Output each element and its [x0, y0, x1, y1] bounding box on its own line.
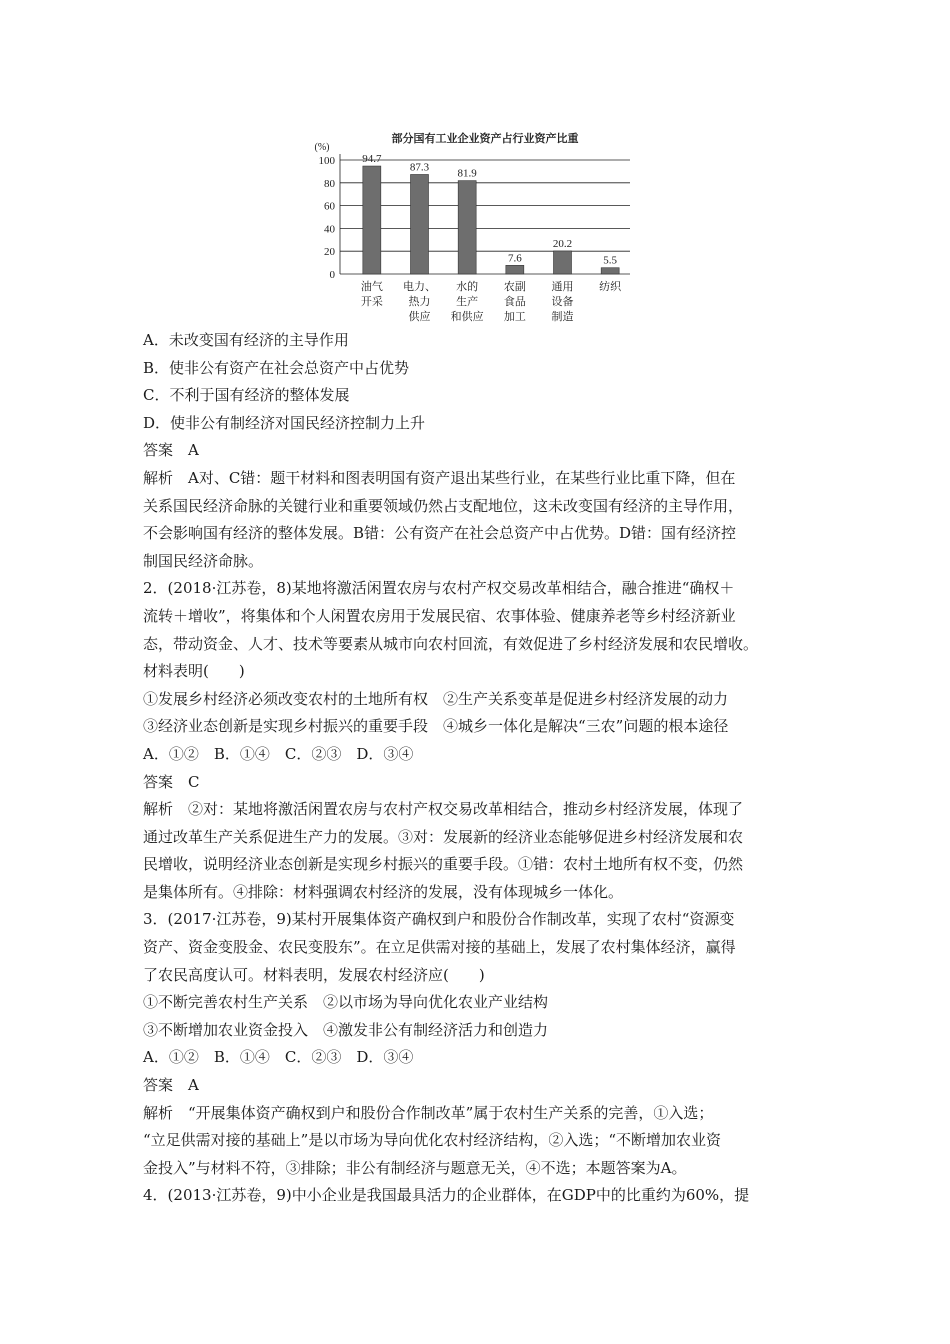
- category-label: 通用: [551, 281, 574, 293]
- question-text: [143, 327, 823, 1210]
- text-line: “立足供需对接的基础上”是以市场为导向优化农村经济结构，②入选；“不断增加农业资: [143, 1131, 722, 1150]
- category-label: 供应: [408, 311, 431, 323]
- text-line: 通过改革生产关系促进生产力的发展。③对：发展新的经济业态能够促进乡村经济发展和农: [143, 827, 744, 846]
- y-tick-label: 0: [329, 269, 335, 281]
- text-line: B．使非公有资产在社会总资产中占优势: [143, 358, 410, 377]
- bar-chart: [300, 128, 640, 328]
- text-line: A．①② B．①④ C．②③ D．③④: [143, 1048, 414, 1067]
- text-line: A．①② B．①④ C．②③ D．③④: [143, 744, 414, 763]
- category-label: 纺织: [599, 281, 622, 293]
- category-label: 水的: [456, 281, 479, 293]
- y-axis-label: (%): [314, 142, 330, 153]
- text-line: C．不利于国有经济的整体发展: [143, 386, 350, 405]
- text-line: 解析 “开展集体资产确权到户和股份合作制改革”属于农村生产关系的完善，①入选；: [143, 1103, 714, 1122]
- text-line: 答案 C: [143, 772, 200, 791]
- y-tick-label: 20: [324, 246, 335, 259]
- bar-value-label: 94.7: [362, 153, 382, 166]
- y-tick-label: 100: [318, 155, 335, 167]
- text-line: 态，带动资金、人才、技术等要素从城市向农村回流，有效促进了乡村经济发展和农民增收。: [143, 634, 759, 653]
- bar-value-label: 7.6: [507, 252, 522, 265]
- category-label: 农副: [503, 281, 526, 293]
- bar-value-label: 5.5: [603, 254, 618, 267]
- text-line: ①不断完善农村生产关系 ②以市场为导向优化农业产业结构: [143, 993, 549, 1012]
- y-tick-label: 40: [324, 223, 335, 236]
- chart-title: 部分国有工业企业资产占行业资产比重: [391, 133, 579, 145]
- text-line: 资产、资金变股金、农民变股东”。在立足供需对接的基础上，发展了农村集体经济，赢得: [143, 938, 736, 957]
- category-label: 开采: [360, 296, 383, 308]
- text-line: 4．(2013·江苏卷，9)中小企业是我国最具活力的企业群体，在GDP中的比重约为60%，提: [143, 1186, 750, 1205]
- text-line: 解析 ②对：某地将激活闲置农房与农村产权交易改革相结合，推动乡村经济发展，体现了: [143, 800, 744, 819]
- category-label: 生产: [456, 296, 479, 308]
- text-line: 了农民高度认可。材料表明，发展农村经济应( ): [143, 965, 485, 984]
- text-line: 材料表明( ): [143, 662, 245, 681]
- category-label: 设备: [551, 296, 574, 308]
- category-label: 和供应: [450, 311, 484, 323]
- bar: [554, 251, 572, 274]
- bar: [363, 166, 381, 274]
- text-line: 答案 A: [143, 441, 199, 460]
- bar-value-label: 20.2: [552, 237, 573, 250]
- y-tick-label: 80: [324, 177, 335, 190]
- text-line: 答案 A: [143, 1076, 199, 1095]
- bar: [458, 181, 476, 274]
- text-line: 是集体所有。④排除：材料强调农村经济的发展，没有体现城乡一体化。: [143, 882, 624, 901]
- text-line: 3．(2017·江苏卷，9)某村开展集体资产确权到户和股份合作制改革，实现了农村“资源变: [143, 910, 735, 929]
- text-line: D．使非公有制经济对国民经济控制力上升: [143, 413, 426, 432]
- category-label: 食品: [503, 296, 526, 308]
- bar: [601, 268, 619, 274]
- chart-svg: [300, 128, 640, 328]
- text-line: 金投入”与材料不符，③排除；非公有制经济与题意无关，④不选；本题答案为A。: [143, 1158, 687, 1177]
- text-line: A．未改变国有经济的主导作用: [143, 331, 349, 349]
- text-line: ③不断增加农业资金投入 ④激发非公有制经济活力和创造力: [143, 1020, 549, 1039]
- text-line: 制国民经济命脉。: [143, 551, 264, 570]
- bar: [506, 265, 524, 274]
- category-label: 电力、: [403, 281, 436, 293]
- text-line: 解析 A对、C错：题干材料和图表明国有资产退出某些行业，在某些行业比重下降，但在: [143, 468, 736, 487]
- bar-value-label: 81.9: [457, 167, 477, 180]
- category-label: 制造: [551, 311, 574, 323]
- category-label: 油气: [360, 281, 383, 293]
- category-label: 热力: [408, 296, 431, 308]
- bar: [411, 174, 429, 274]
- text-line: 流转＋增收”，将集体和个人闲置农房用于发展民宿、农事体验、健康养老等乡村经济新业: [143, 606, 736, 625]
- y-tick-label: 60: [324, 200, 335, 213]
- text-line: ③经济业态创新是实现乡村振兴的重要手段 ④城乡一体化是解决“三农”问题的根本途径: [143, 717, 729, 736]
- text-line: 不会影响国有经济的整体发展。B错：公有资产在社会总资产中占优势。D错：国有经济控: [143, 524, 737, 543]
- text-line: 关系国民经济命脉的关键行业和重要领域仍然占支配地位，这未改变国有经济的主导作用，: [143, 496, 744, 515]
- bar-value-label: 87.3: [409, 161, 430, 174]
- text-line: ①发展乡村经济必须改变农村的土地所有权 ②生产关系变革是促进乡村经济发展的动力: [143, 689, 729, 708]
- text-line: 民增收，说明经济业态创新是实现乡村振兴的重要手段。①错：农村土地所有权不变，仍然: [143, 855, 744, 874]
- text-line: 2．(2018·江苏卷，8)某地将激活闲置农房与农村产权交易改革相结合，融合推进“确权＋: [143, 579, 735, 598]
- category-label: 加工: [503, 311, 526, 323]
